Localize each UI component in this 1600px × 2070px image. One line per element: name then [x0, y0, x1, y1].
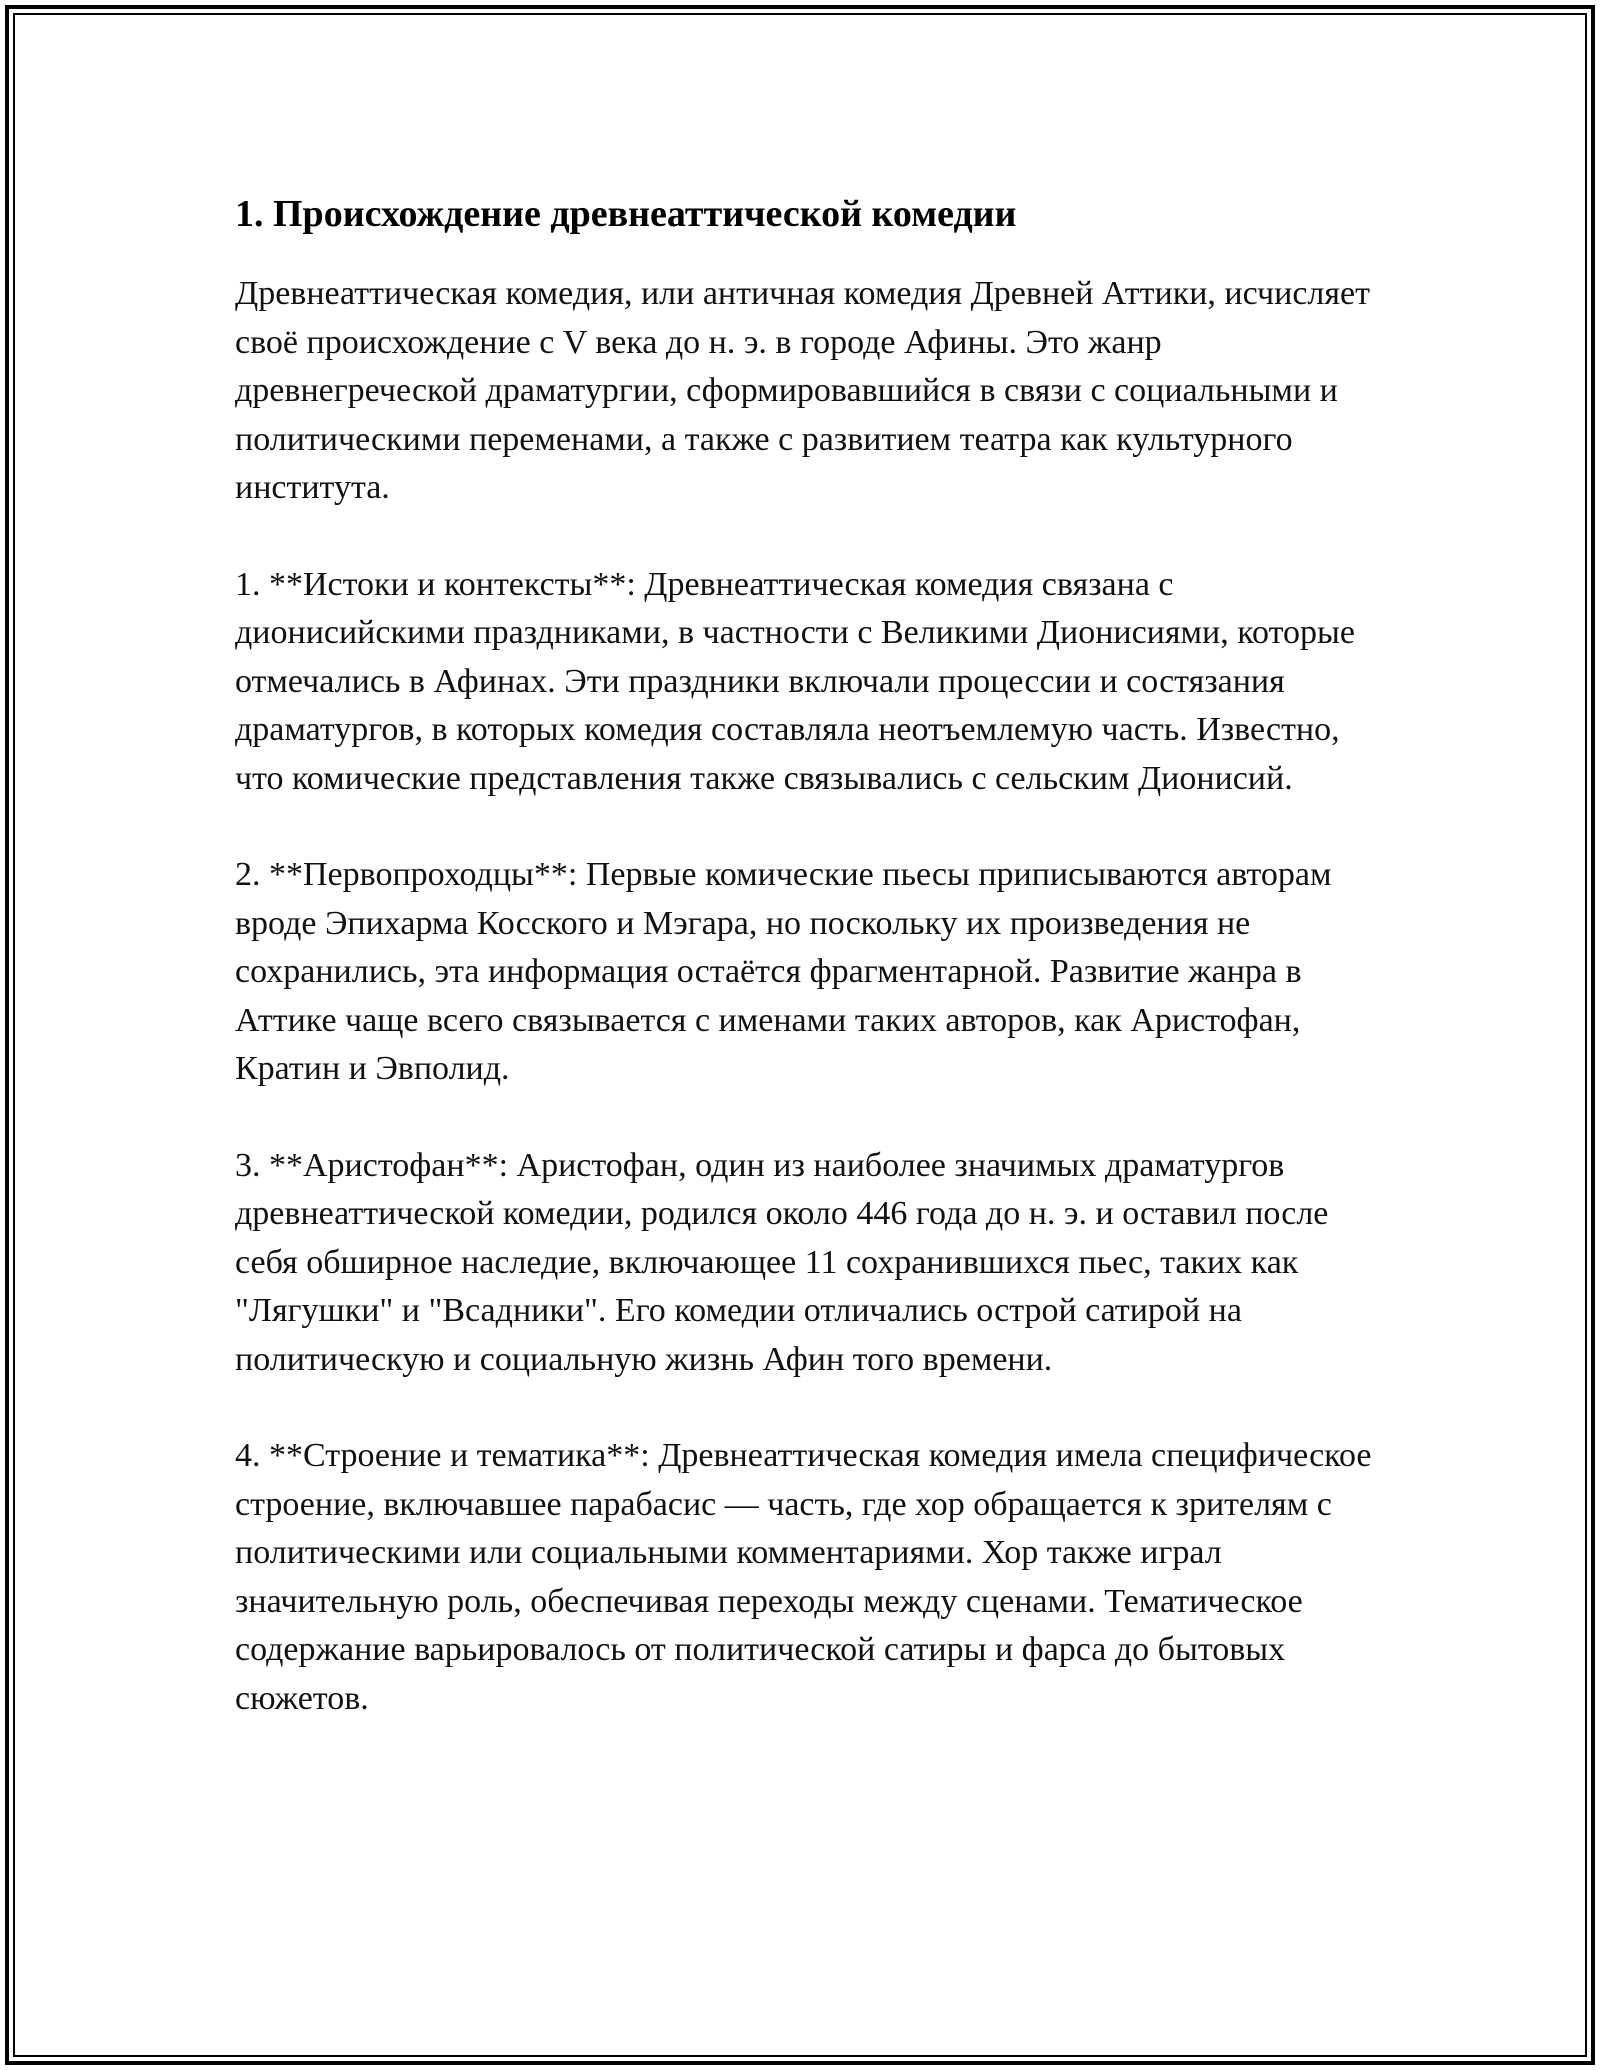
- document-body: [235, 188, 1385, 1771]
- paragraph-intro: Древнеаттическая комедия, или античная комедия Древней Аттики, исчисляет своё происхождение с V века до н. э. в городе Афины. Это жанр древнегреческой драматургии, сформировавшийся в связи с социальными и политическими переменами, а также с развитием театра как культурного института.: [235, 275, 1370, 506]
- paragraph-origins: 1. **Истоки и контексты**: Древнеаттическая комедия связана с дионисийскими праздниками, в частности с Великими Дионисиями, которые отмечались в Афинах. Эти праздники включали процессии и состязания драматургов, в которых комедия составляла неотъемлемую часть. Известно, что комические представления также связывались с сельским Дионисий.: [235, 565, 1355, 797]
- paragraph-structure: 4. **Строение и тематика**: Древнеаттическая комедия имела специфическое строение, включавшее парабасис — часть, где хор обращается к зрителям с политическими или социальными комментариями. Хор также играл значительную роль, обеспечивая переходы между сценами. Тематическое содержание варьировалось от политической сатиры и фарса до бытовых сюжетов.: [235, 1437, 1372, 1717]
- paragraph-pioneers: 2. **Первопроходцы**: Первые комические пьесы приписываются авторам вроде Эпихарма Косского и Мэгара, но поскольку их произведения не сохранились, эта информация остаётся фрагментарной. Развитие жанра в Аттике чаще всего связывается с именами таких авторов, как Аристофан, Кратин и Эвполид.: [235, 856, 1332, 1087]
- paragraph-aristophanes: 3. **Аристофан**: Аристофан, один из наиболее значимых драматургов древнеаттической комедии, родился около 446 года до н. э. и оставил после себя обширное наследие, включающее 11 сохранившихся пьес, таких как "Лягушки" и "Всадники". Его комедии отличались острой сатирой на политическую и социальную жизнь Афин того времени.: [235, 1146, 1329, 1378]
- document-title: 1. Происхождение древнеаттической комедии: [235, 193, 1017, 235]
